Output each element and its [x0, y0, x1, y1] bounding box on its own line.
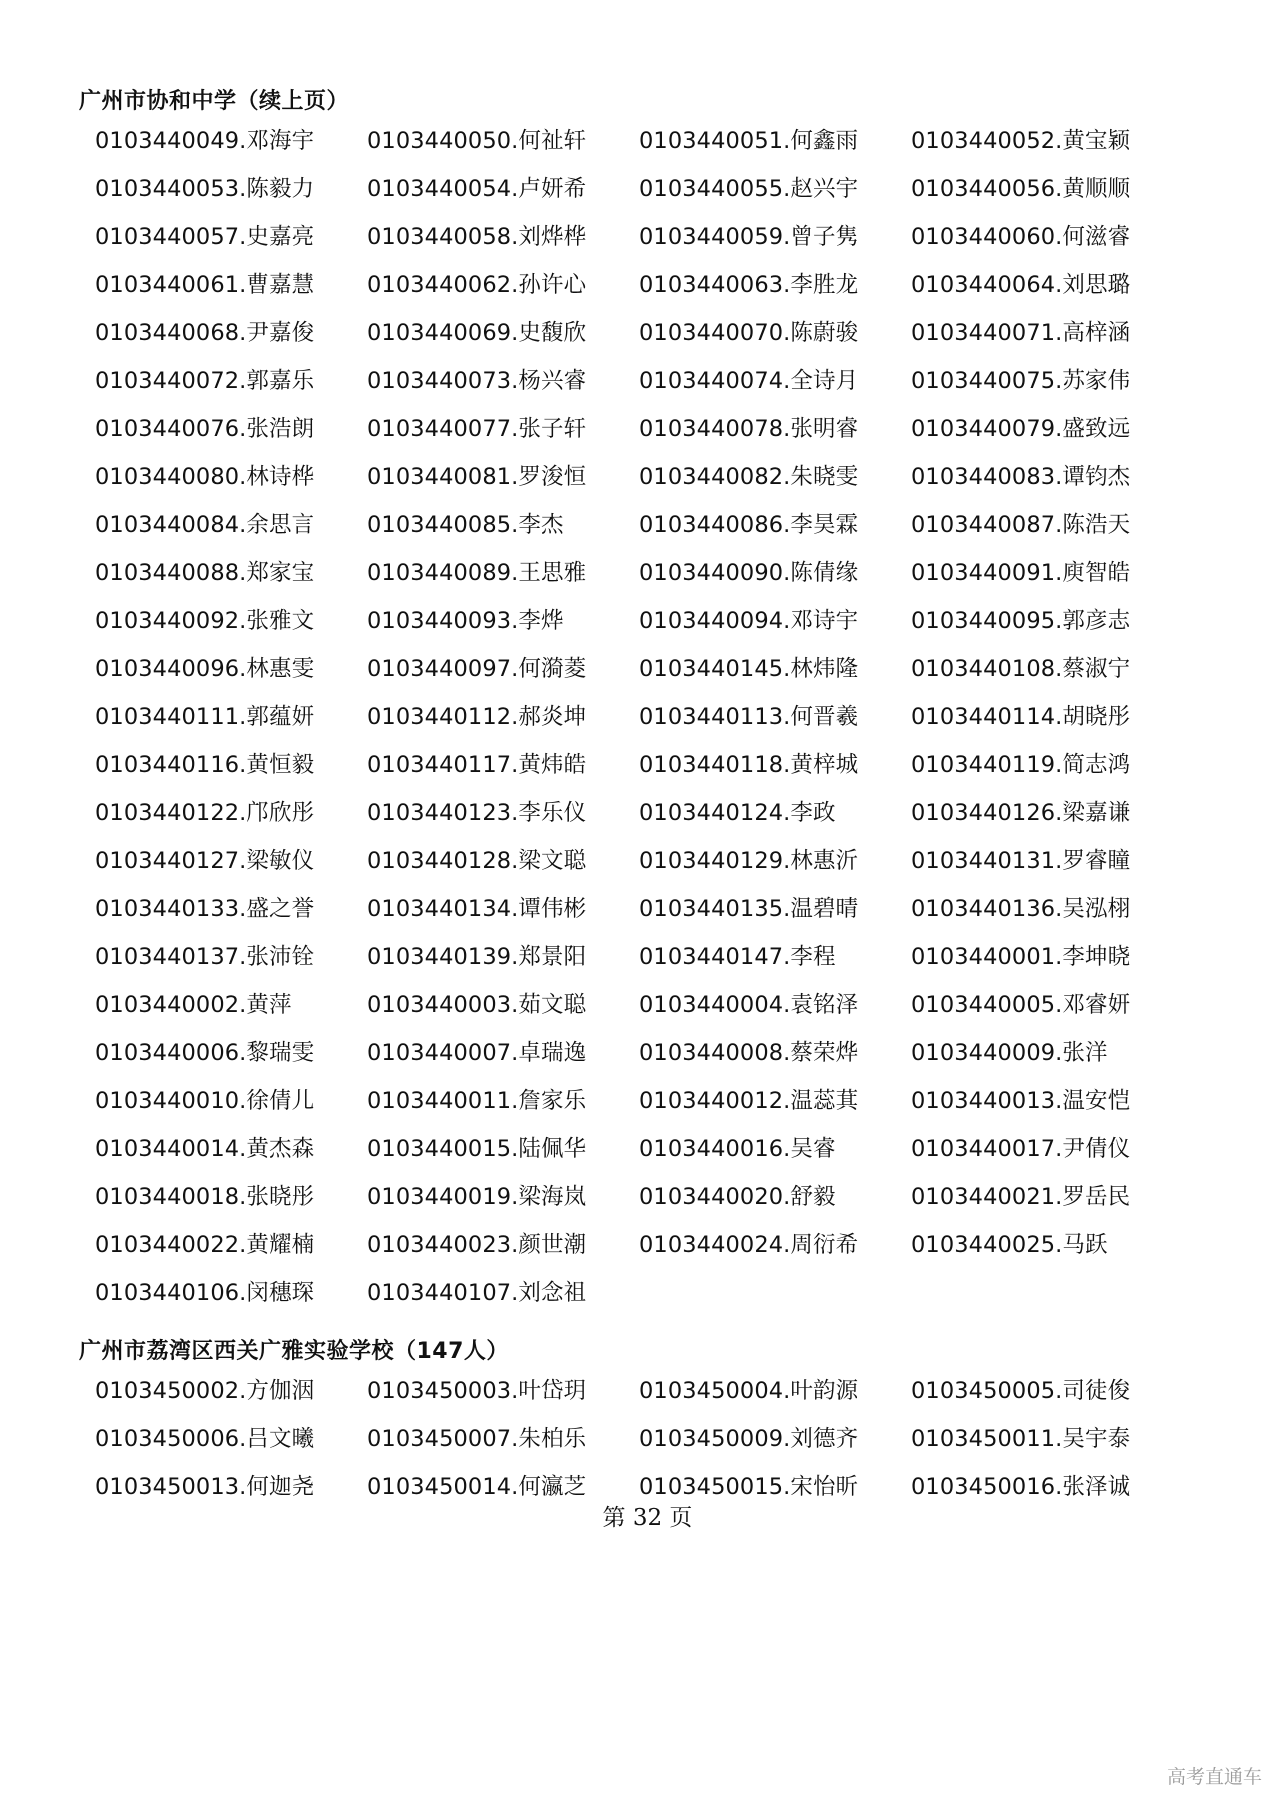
student-list-xiguan-guangya — [95, 1367, 1215, 1511]
student-entry: 0103450009.刘德齐 — [639, 1426, 859, 1452]
student-entry: 0103440127.梁敏仪 — [95, 848, 315, 874]
student-entry: 0103440053.陈毅力 — [95, 176, 315, 202]
student-entry: 0103440083.谭钧杰 — [911, 464, 1131, 490]
student-entry: 0103440014.黄杰森 — [95, 1136, 315, 1162]
student-entry: 0103440139.郑景阳 — [367, 944, 587, 970]
student-entry: 0103440006.黎瑞雯 — [95, 1040, 315, 1066]
student-entry: 0103440078.张明睿 — [639, 416, 859, 442]
student-entry: 0103440011.詹家乐 — [367, 1088, 587, 1114]
student-entry: 0103440075.苏家伟 — [911, 368, 1131, 394]
student-entry: 0103440136.吴泓栩 — [911, 896, 1131, 922]
student-entry: 0103440058.刘烨桦 — [367, 224, 587, 250]
student-entry: 0103440074.全诗月 — [639, 368, 859, 394]
student-entry: 0103440092.张雅文 — [95, 608, 315, 634]
student-entry: 0103440012.温蕊萁 — [639, 1088, 859, 1114]
student-entry: 0103440004.袁铭泽 — [639, 992, 859, 1018]
student-entry: 0103440094.邓诗宇 — [639, 608, 859, 634]
student-entry: 0103440090.陈倩缘 — [639, 560, 859, 586]
student-entry: 0103440133.盛之誉 — [95, 896, 315, 922]
student-entry: 0103440054.卢妍希 — [367, 176, 587, 202]
student-entry: 0103440071.高梓涵 — [911, 320, 1131, 346]
student-entry: 0103440073.杨兴睿 — [367, 368, 587, 394]
student-entry: 0103440117.黄炜皓 — [367, 752, 587, 778]
student-entry: 0103440050.何祉轩 — [367, 128, 587, 154]
student-entry: 0103440076.张浩朗 — [95, 416, 315, 442]
student-entry: 0103440129.林惠沂 — [639, 848, 859, 874]
student-entry: 0103440122.邝欣彤 — [95, 800, 315, 826]
student-entry: 0103440111.郭蕴妍 — [95, 704, 315, 730]
student-entry: 0103440022.黄耀楠 — [95, 1232, 315, 1258]
student-entry: 0103440002.黄萍 — [95, 992, 292, 1018]
student-entry: 0103440088.郑家宝 — [95, 560, 315, 586]
student-entry: 0103440135.温碧晴 — [639, 896, 859, 922]
student-entry: 0103440087.陈浩天 — [911, 512, 1131, 538]
student-entry: 0103440096.林惠雯 — [95, 656, 315, 682]
student-entry: 0103440061.曹嘉慧 — [95, 272, 315, 298]
student-entry: 0103440077.张子轩 — [367, 416, 587, 442]
student-entry: 0103450005.司徒俊 — [911, 1378, 1131, 1404]
student-entry: 0103440084.余思言 — [95, 512, 315, 538]
watermark-text: 高考直通车 — [1166, 1766, 1262, 1788]
student-entry: 0103440126.梁嘉谦 — [911, 800, 1131, 826]
student-entry: 0103440021.罗岳民 — [911, 1184, 1131, 1210]
student-entry: 0103440010.徐倩儿 — [95, 1088, 315, 1114]
student-entry: 0103440093.李烨 — [367, 608, 564, 634]
student-entry: 0103440119.简志鸿 — [911, 752, 1131, 778]
student-entry: 0103440113.何晋羲 — [639, 704, 859, 730]
student-entry: 0103450003.叶岱玥 — [367, 1378, 587, 1404]
student-entry: 0103440003.茹文聪 — [367, 992, 587, 1018]
student-entry: 0103440082.朱晓雯 — [639, 464, 859, 490]
student-entry: 0103440089.王思雅 — [367, 560, 587, 586]
student-entry: 0103440001.李坤晓 — [911, 944, 1131, 970]
student-entry: 0103440097.何漪菱 — [367, 656, 587, 682]
student-entry: 0103450016.张泽诚 — [911, 1474, 1131, 1500]
student-entry: 0103440124.李政 — [639, 800, 836, 826]
page-number: 第 32 页 — [602, 1505, 693, 1531]
student-entry: 0103440068.尹嘉俊 — [95, 320, 315, 346]
student-entry: 0103440049.邓海宇 — [95, 128, 315, 154]
student-entry: 0103440070.陈蔚骏 — [639, 320, 859, 346]
student-entry: 0103440018.张晓彤 — [95, 1184, 315, 1210]
student-list-xiehe — [95, 117, 1215, 1317]
student-entry: 0103440108.蔡淑宁 — [911, 656, 1131, 682]
student-entry: 0103440056.黄顺顺 — [911, 176, 1131, 202]
student-entry: 0103440112.郝炎坤 — [367, 704, 587, 730]
student-entry: 0103440007.卓瑞逸 — [367, 1040, 587, 1066]
student-entry: 0103440137.张沛铨 — [95, 944, 315, 970]
student-entry: 0103440114.胡晓彤 — [911, 704, 1131, 730]
student-entry: 0103440025.马跃 — [911, 1232, 1108, 1258]
student-entry: 0103450011.吴宇泰 — [911, 1426, 1131, 1452]
student-entry: 0103450015.宋怡昕 — [639, 1474, 859, 1500]
student-entry: 0103440008.蔡荣烨 — [639, 1040, 859, 1066]
student-entry: 0103450004.叶韵源 — [639, 1378, 859, 1404]
student-entry: 0103440081.罗浚恒 — [367, 464, 587, 490]
student-entry: 0103440118.黄梓城 — [639, 752, 859, 778]
student-entry: 0103440086.李昊霖 — [639, 512, 859, 538]
student-entry: 0103440051.何鑫雨 — [639, 128, 859, 154]
student-entry: 0103440091.庾智皓 — [911, 560, 1131, 586]
student-entry: 0103440013.温安恺 — [911, 1088, 1131, 1114]
student-entry: 0103450006.吕文曦 — [95, 1426, 315, 1452]
student-entry: 0103440015.陆佩华 — [367, 1136, 587, 1162]
student-entry: 0103440059.曾子隽 — [639, 224, 859, 250]
student-entry: 0103440064.刘思璐 — [911, 272, 1131, 298]
student-entry: 0103440062.孙许心 — [367, 272, 587, 298]
student-entry: 0103440095.郭彦志 — [911, 608, 1131, 634]
student-entry: 0103440147.李程 — [639, 944, 836, 970]
student-entry: 0103440055.赵兴宇 — [639, 176, 859, 202]
student-entry: 0103440123.李乐仪 — [367, 800, 587, 826]
student-entry: 0103440134.谭伟彬 — [367, 896, 587, 922]
student-entry: 0103440060.何滋睿 — [911, 224, 1131, 250]
student-entry: 0103440023.颜世潮 — [367, 1232, 587, 1258]
student-entry: 0103440085.李杰 — [367, 512, 564, 538]
student-entry: 0103440079.盛致远 — [911, 416, 1131, 442]
student-entry: 0103440063.李胜龙 — [639, 272, 859, 298]
section-title-xiehe: 广州市协和中学（续上页） — [79, 89, 350, 114]
student-entry: 0103440069.史馥欣 — [367, 320, 587, 346]
student-entry: 0103450007.朱柏乐 — [367, 1426, 587, 1452]
student-entry: 0103440106.闵穗琛 — [95, 1280, 315, 1306]
student-entry: 0103440017.尹倩仪 — [911, 1136, 1131, 1162]
student-entry: 0103440116.黄恒毅 — [95, 752, 315, 778]
student-entry: 0103440057.史嘉亮 — [95, 224, 315, 250]
student-entry: 0103440072.郭嘉乐 — [95, 368, 315, 394]
student-entry: 0103440107.刘念祖 — [367, 1280, 587, 1306]
student-entry: 0103440145.林炜隆 — [639, 656, 859, 682]
student-entry: 0103440024.周衍希 — [639, 1232, 859, 1258]
student-entry: 0103440128.梁文聪 — [367, 848, 587, 874]
section-title-xiguan-guangya: 广州市荔湾区西关广雅实验学校（147人） — [79, 1339, 509, 1364]
student-entry: 0103450002.方伽洇 — [95, 1378, 315, 1404]
student-entry: 0103440016.吴睿 — [639, 1136, 836, 1162]
student-entry: 0103450014.何瀛芝 — [367, 1474, 587, 1500]
student-entry: 0103440020.舒毅 — [639, 1184, 836, 1210]
student-entry: 0103440005.邓睿妍 — [911, 992, 1131, 1018]
student-entry: 0103440009.张洋 — [911, 1040, 1108, 1066]
student-entry: 0103450013.何迦尧 — [95, 1474, 315, 1500]
student-entry: 0103440052.黄宝颖 — [911, 128, 1131, 154]
student-entry: 0103440131.罗睿瞳 — [911, 848, 1131, 874]
student-entry: 0103440019.梁海岚 — [367, 1184, 587, 1210]
student-entry: 0103440080.林诗桦 — [95, 464, 315, 490]
